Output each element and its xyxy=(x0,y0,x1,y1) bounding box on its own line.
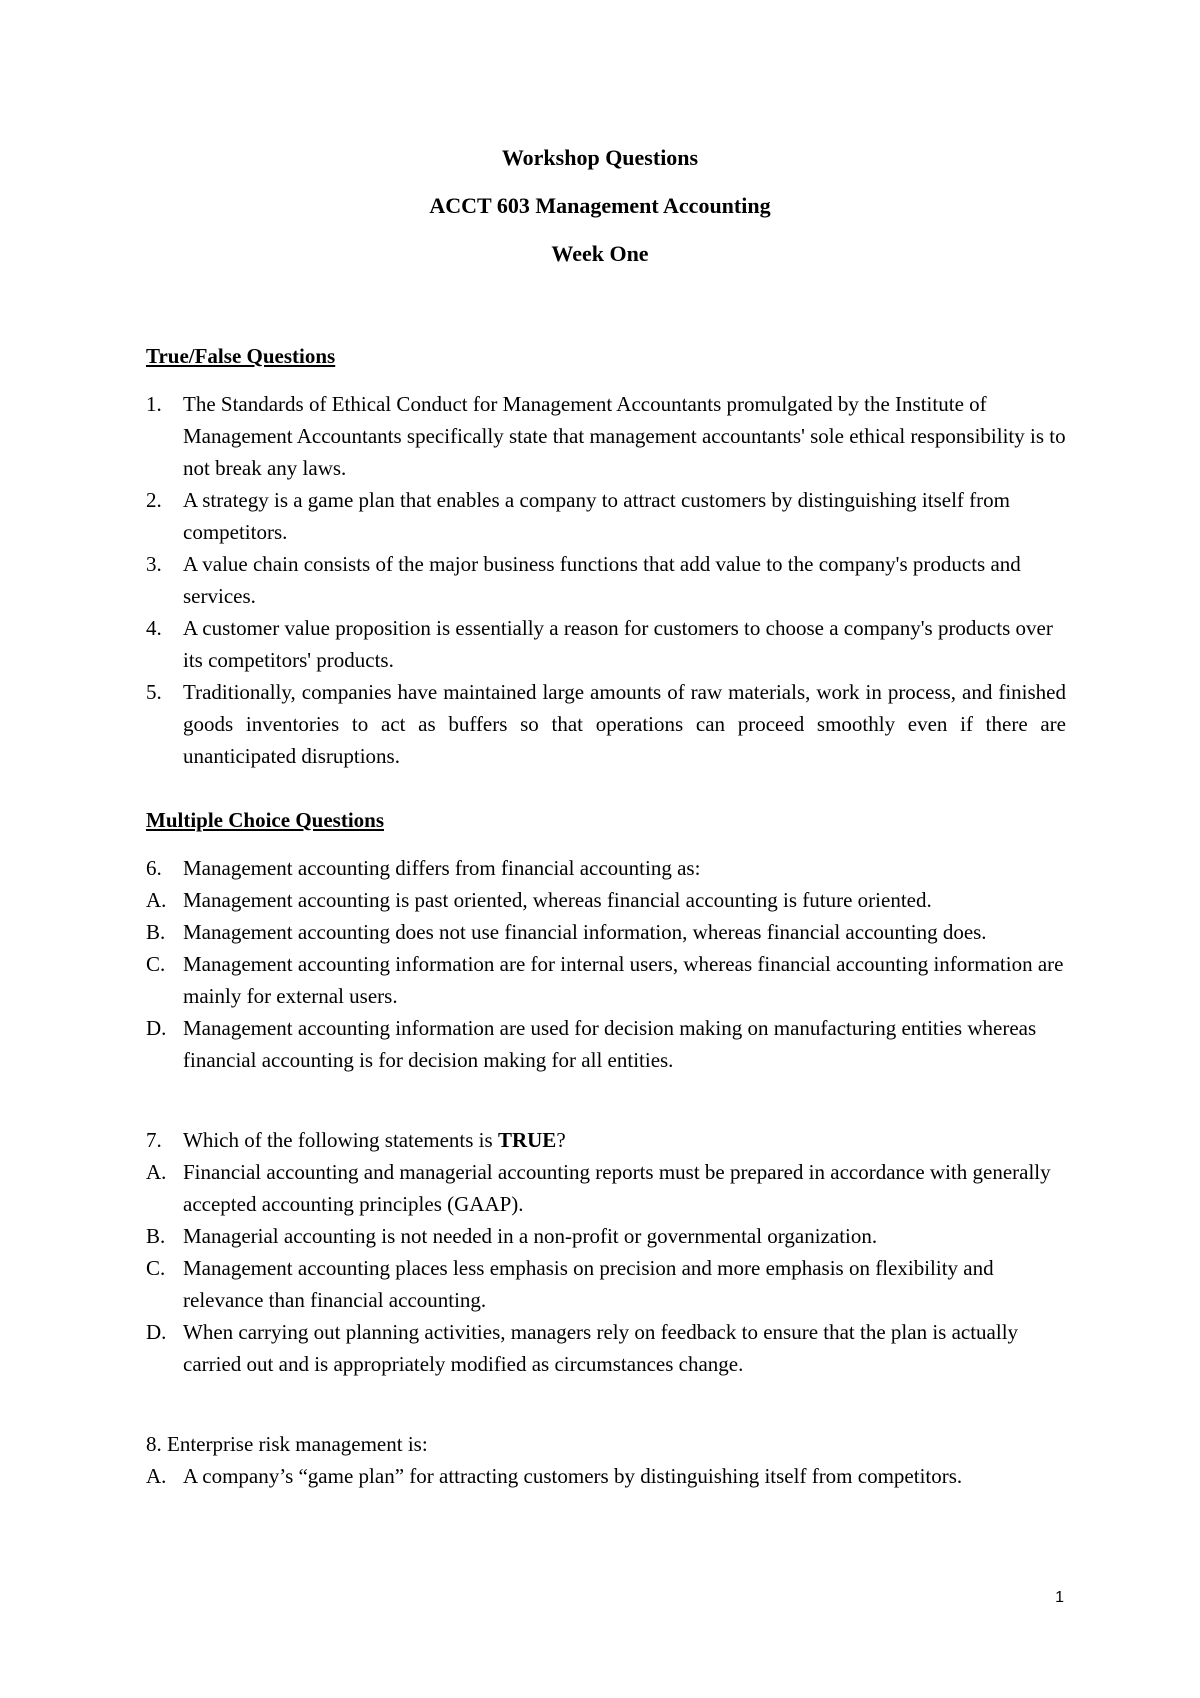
item-text: Traditionally, companies have maintained large amounts of raw materials, work in process, and finished goods inventories to act as buffers so that operations can proceed smoothly even if there are unanticipated disruptions. xyxy=(183,680,1066,768)
option-letter: B. xyxy=(146,1224,166,1248)
option-letter: A. xyxy=(146,1160,167,1184)
emphasis-true: TRUE xyxy=(497,1128,557,1152)
item-text: A customer value proposition is essentially a reason for customers to choose a company's products over its competitors' products. xyxy=(183,616,1053,672)
item-text: A strategy is a game plan that enables a company to attract customers by distinguishing itself from competitors. xyxy=(183,488,1010,544)
answer-option xyxy=(146,1220,1066,1252)
answer-option xyxy=(146,1156,1066,1220)
option-letter: A. xyxy=(146,1464,167,1488)
item-text: The Standards of Ethical Conduct for Management Accountants promulgated by the Institute of Management Accountants specifically state that management accountants' sole ethical responsibility is to not break any laws. xyxy=(183,392,1066,480)
answer-option xyxy=(146,884,1066,916)
question-text xyxy=(183,1124,1066,1156)
option-text: Managerial accounting is not needed in a non-profit or governmental organization. xyxy=(183,1224,878,1248)
option-letter: D. xyxy=(146,1016,167,1040)
option-text: Management accounting is past oriented, whereas financial accounting is future oriented. xyxy=(183,888,932,912)
option-text: A company’s “game plan” for attracting customers by distinguishing itself from competitors. xyxy=(183,1464,963,1488)
question-number: 7. xyxy=(146,1128,162,1152)
list-item xyxy=(146,676,1066,772)
question-text: Management accounting differs from financial accounting as: xyxy=(183,856,701,880)
answer-option xyxy=(146,1012,1066,1076)
option-letter: C. xyxy=(146,1256,166,1280)
answer-option xyxy=(146,1316,1066,1380)
option-letter: A. xyxy=(146,888,167,912)
item-number: 4. xyxy=(146,616,162,640)
list-item xyxy=(146,484,1066,548)
answer-option xyxy=(146,916,1066,948)
question-stem xyxy=(146,852,1066,884)
option-text: When carrying out planning activities, managers rely on feedback to ensure that the plan is actually carried out and is appropriately modified as circumstances change. xyxy=(183,1320,1019,1376)
list-item xyxy=(146,388,1066,484)
option-letter: C. xyxy=(146,952,166,976)
true-false-list xyxy=(146,388,1066,772)
option-text: Management accounting information are for internal users, whereas financial accounting information are mainly for external users. xyxy=(183,952,1064,1008)
document-title: Workshop Questions xyxy=(501,145,699,170)
answer-option xyxy=(146,1252,1066,1316)
question-stem: 8. Enterprise risk management is: xyxy=(146,1432,428,1456)
question-text-end: ? xyxy=(556,1128,566,1152)
question-8 xyxy=(146,1428,1066,1492)
item-number: 1. xyxy=(146,392,162,416)
week-label: Week One xyxy=(551,241,649,266)
question-6 xyxy=(146,852,1066,1076)
list-item xyxy=(146,548,1066,612)
answer-option xyxy=(146,1460,1066,1492)
option-text: Management accounting does not use financial information, whereas financial accounting does. xyxy=(183,920,987,944)
option-text: Management accounting places less emphasis on precision and more emphasis on flexibility and relevance than financial accounting. xyxy=(183,1256,994,1312)
option-text: Management accounting information are used for decision making on manufacturing entities whereas financial accounting is for decision making for all entities. xyxy=(183,1016,1037,1072)
option-letter: D. xyxy=(146,1320,167,1344)
true-false-heading: True/False Questions xyxy=(146,344,336,368)
list-item xyxy=(146,612,1066,676)
option-text: Financial accounting and managerial accounting reports must be prepared in accordance with generally accepted accounting principles (GAAP). xyxy=(183,1160,1051,1216)
multiple-choice-heading: Multiple Choice Questions xyxy=(146,808,385,832)
question-text-start: Which of the following statements is xyxy=(183,1128,498,1152)
document-body xyxy=(146,340,1066,1492)
item-number: 5. xyxy=(146,680,162,704)
course-title: ACCT 603 Management Accounting xyxy=(429,193,771,218)
question-number: 6. xyxy=(146,856,162,880)
item-text: A value chain consists of the major business functions that add value to the company's products and services. xyxy=(183,552,1021,608)
question-stem xyxy=(146,1124,1066,1156)
option-letter: B. xyxy=(146,920,166,944)
answer-option xyxy=(146,948,1066,1012)
item-number: 2. xyxy=(146,488,162,512)
item-number: 3. xyxy=(146,552,162,576)
page-number: 1 xyxy=(1055,1589,1064,1606)
question-7 xyxy=(146,1124,1066,1380)
document-header xyxy=(0,146,1200,290)
